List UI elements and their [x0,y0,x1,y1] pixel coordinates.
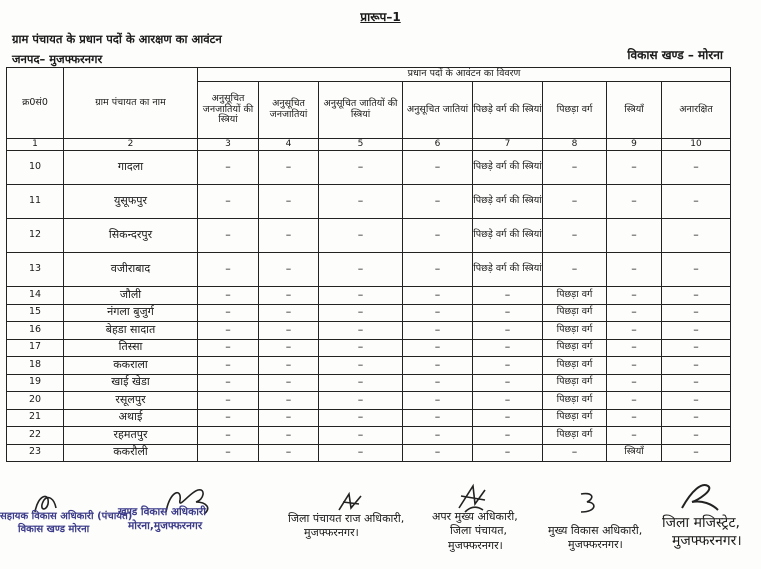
row-cell: – [473,304,543,322]
row-cell: – [319,151,403,185]
row-cell: – [259,357,319,375]
row-cell: पिछड़ा वर्ग [543,357,607,375]
col-number: 9 [607,139,662,151]
table-row [7,185,731,219]
row-cell: – [543,219,607,253]
row-cell: – [319,444,403,462]
row-cell: – [662,322,731,340]
row-cell: – [607,253,662,287]
row-cell: – [473,409,543,427]
row-village-name: खाई खेडा [64,374,198,392]
row-village-name: अथाई [64,409,198,427]
row-cell: – [319,339,403,357]
row-cell: – [198,427,259,445]
header-col-4: अनुसूचित जनजातियां [259,82,319,139]
table-row [7,444,731,462]
row-cell: – [403,444,473,462]
row-cell: – [319,392,403,410]
row-cell: पिछड़ा वर्ग [543,409,607,427]
header-col-3: अनुसूचित जनजातियों की स्त्रियां [198,82,259,139]
row-cell: – [473,392,543,410]
row-cell: – [403,253,473,287]
row-cell: – [662,339,731,357]
row-cell: – [543,185,607,219]
row-village-name: नंगला बुजुर्ग [64,304,198,322]
row-cell: – [607,427,662,445]
row-cell: – [662,409,731,427]
row-serial: 14 [7,287,64,305]
row-cell: पिछड़ा वर्ग [543,374,607,392]
row-cell: – [259,409,319,427]
table-row [7,151,731,185]
row-cell: – [198,253,259,287]
signature-6: जिला मजिस्ट्रेट, मुजफ्फरनगर। [662,515,742,550]
row-cell: पिछड़ा वर्ग [543,339,607,357]
row-cell: – [198,322,259,340]
row-cell: – [473,427,543,445]
row-cell: – [607,287,662,305]
row-cell: – [198,339,259,357]
row-cell: – [473,444,543,462]
row-cell: – [607,304,662,322]
table-row [7,427,731,445]
row-cell: पिछड़ा वर्ग [543,304,607,322]
row-cell: – [607,339,662,357]
row-cell: – [259,287,319,305]
row-cell: पिछड़ा वर्ग [543,427,607,445]
row-serial: 16 [7,322,64,340]
row-cell: – [607,357,662,375]
header-col-5: अनुसूचित जातियों की स्त्रियां [319,82,403,139]
row-serial: 20 [7,392,64,410]
row-serial: 17 [7,339,64,357]
row-cell: – [259,392,319,410]
row-cell: – [319,304,403,322]
row-cell: – [662,185,731,219]
signature-1: सहायक विकास अधिकारी (पंचायत) विकास खण्ड मोरना [0,511,133,535]
row-cell: – [403,357,473,375]
row-cell: – [198,444,259,462]
row-cell: – [607,409,662,427]
row-cell: – [319,374,403,392]
signature-area [0,488,761,569]
row-cell: – [198,357,259,375]
row-cell: – [259,444,319,462]
row-cell: – [662,151,731,185]
row-serial: 12 [7,219,64,253]
row-cell: – [662,304,731,322]
row-village-name: बेहडा सादात [64,322,198,340]
row-village-name: ककरौली [64,444,198,462]
row-village-name: जौली [64,287,198,305]
row-village-name: रसूलपुर [64,392,198,410]
row-serial: 15 [7,304,64,322]
row-village-name: गादला [64,151,198,185]
header-col-6: अनुसूचित जातियां [403,82,473,139]
row-cell: – [259,253,319,287]
row-serial: 23 [7,444,64,462]
table-row [7,392,731,410]
table-row [7,219,731,253]
col-number: 4 [259,139,319,151]
district-label: जनपद– मुजफ्फरनगर [12,52,103,66]
row-serial: 19 [7,374,64,392]
header-name: ग्राम पंचायत का नाम [64,68,198,139]
signature-4: अपर मुख्य अधिकारी, जिला पंचायत, मुजफ्फरनगर। [432,510,518,552]
row-cell: – [403,392,473,410]
signature-3: जिला पंचायत राज अधिकारी, मुजफ्फरनगर। [288,512,405,540]
row-cell: – [473,339,543,357]
row-cell: – [403,427,473,445]
row-village-name: युसूफपुर [64,185,198,219]
row-serial: 10 [7,151,64,185]
row-cell: पिछड़े वर्ग की स्त्रियां [473,151,543,185]
row-serial: 13 [7,253,64,287]
row-cell: – [259,304,319,322]
table-row [7,339,731,357]
row-cell: – [543,444,607,462]
row-village-name: सिकन्दरपुर [64,219,198,253]
row-serial: 22 [7,427,64,445]
col-number: 7 [473,139,543,151]
row-cell: – [319,427,403,445]
row-cell: पिछड़ा वर्ग [543,287,607,305]
table-row [7,304,731,322]
table-row [7,409,731,427]
row-cell: – [403,409,473,427]
row-cell: – [403,219,473,253]
row-cell: – [403,151,473,185]
row-cell: – [259,427,319,445]
row-cell: – [259,151,319,185]
col-number: 2 [64,139,198,151]
table-row [7,253,731,287]
row-cell: – [259,185,319,219]
col-number: 8 [543,139,607,151]
row-village-name: रहमतपुर [64,427,198,445]
reservation-table [6,67,731,462]
form-title: प्रारूप–1 [360,10,401,24]
row-cell: पिछड़ा वर्ग [543,322,607,340]
row-cell: – [319,287,403,305]
header-col-8: पिछड़ा वर्ग [543,82,607,139]
row-cell: पिछड़े वर्ग की स्त्रियां [473,185,543,219]
row-serial: 21 [7,409,64,427]
table-row [7,357,731,375]
row-village-name: तिस्सा [64,339,198,357]
col-number: 10 [662,139,731,151]
signature-5-mark [575,490,601,516]
row-cell: – [607,392,662,410]
row-cell: – [662,357,731,375]
signature-6-mark [678,480,722,514]
row-cell: – [403,287,473,305]
row-village-name: ककराला [64,357,198,375]
header-group: प्रधान पदों के आवंटन का विवरण [198,68,731,82]
row-cell: – [259,374,319,392]
row-cell: – [662,374,731,392]
signature-2: खण्ड विकास अधिकारी मोरना,मुजफ्फरनगर [118,506,206,532]
row-cell: – [403,339,473,357]
header-col-10: अनारक्षित [662,82,731,139]
row-cell: – [607,219,662,253]
row-cell: – [662,219,731,253]
row-cell: – [662,253,731,287]
row-cell: – [403,322,473,340]
row-cell: – [198,304,259,322]
row-cell: – [543,151,607,185]
row-cell: – [607,185,662,219]
table-row [7,287,731,305]
row-cell: – [607,151,662,185]
row-cell: – [662,287,731,305]
row-cell: – [473,322,543,340]
row-serial: 11 [7,185,64,219]
row-cell: स्त्रियाँ [607,444,662,462]
col-number: 6 [403,139,473,151]
row-cell: – [198,287,259,305]
row-cell: – [319,409,403,427]
table-row [7,374,731,392]
row-cell: – [607,374,662,392]
row-cell: – [319,219,403,253]
row-cell: पिछड़े वर्ग की स्त्रियां [473,253,543,287]
row-cell: – [259,339,319,357]
row-cell: – [259,322,319,340]
row-cell: – [198,374,259,392]
row-cell: – [543,253,607,287]
row-cell: – [319,357,403,375]
header-col-9: स्त्रियाँ [607,82,662,139]
row-cell: – [319,185,403,219]
row-cell: – [662,444,731,462]
row-cell: – [198,185,259,219]
table-row [7,322,731,340]
row-cell: – [662,427,731,445]
col-number: 5 [319,139,403,151]
row-cell: – [319,322,403,340]
row-cell: पिछड़ा वर्ग [543,392,607,410]
document-subtitle: ग्राम पंचायत के प्रधान पदों के आरक्षण का आवंटन [12,32,222,46]
col-number: 3 [198,139,259,151]
header-col-7: पिछड़े वर्ग की स्त्रियां [473,82,543,139]
block-label: विकास खण्ड – मोरना [627,48,723,62]
row-cell: – [259,219,319,253]
signature-5: मुख्य विकास अधिकारी, मुजफ्फरनगर। [548,524,643,552]
row-cell: – [198,409,259,427]
col-number: 1 [7,139,64,151]
row-cell: – [607,322,662,340]
row-cell: पिछड़े वर्ग की स्त्रियां [473,219,543,253]
row-cell: – [198,219,259,253]
row-cell: – [403,304,473,322]
row-cell: – [198,392,259,410]
row-cell: – [662,392,731,410]
row-cell: – [473,287,543,305]
signature-3-mark [335,490,365,514]
row-cell: – [473,374,543,392]
header-serial: क्र0सं0 [7,68,64,139]
row-cell: – [473,357,543,375]
row-cell: – [198,151,259,185]
row-serial: 18 [7,357,64,375]
row-cell: – [319,253,403,287]
row-cell: – [403,374,473,392]
row-village-name: वजीराबाद [64,253,198,287]
row-cell: – [403,185,473,219]
